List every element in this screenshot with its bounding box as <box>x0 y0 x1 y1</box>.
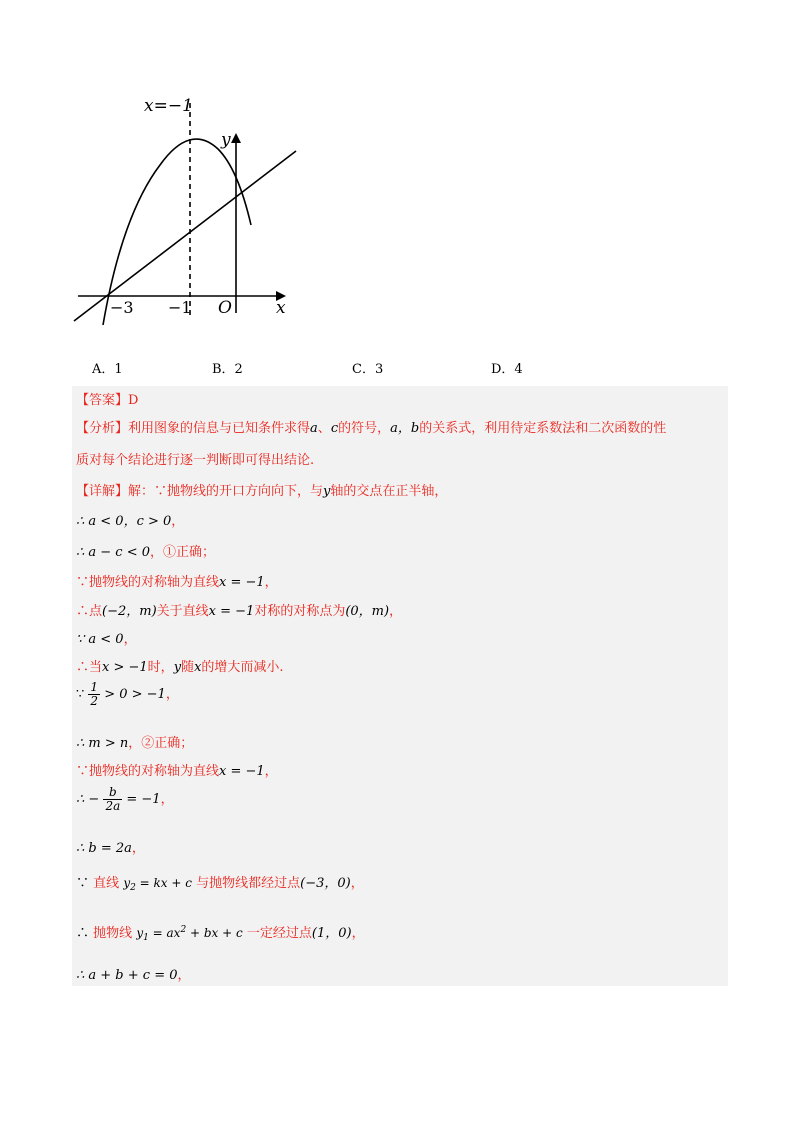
choice-c[interactable]: C．3 <box>352 362 384 377</box>
fraction-b-over-2a: $\frac{b}{2a}$ <box>105 785 121 813</box>
detail-line-11: ∴ − $\frac{b}{2a}$ = −1， <box>76 785 174 813</box>
detail-line-1: 【详解】解：∵抛物线的开口方向向下，与y轴的交点在正半轴， <box>76 484 448 499</box>
detail-line-12: ∴ b = 2a， <box>76 841 145 856</box>
y-axis-label: y <box>221 130 231 150</box>
analysis-tag: 【分析】 <box>76 421 129 436</box>
answer-choices <box>0 358 800 378</box>
detail-line-6: ∵ a < 0， <box>76 632 137 647</box>
answer-tag: 【答案】 <box>76 393 129 408</box>
detail-line-10: ∵抛物线的对称轴为直线x = −1， <box>76 764 278 779</box>
choice-a[interactable]: A．1 <box>92 362 123 377</box>
tick-label-minus3: −3 <box>110 298 134 317</box>
symmetry-axis-label: x=−1 <box>144 96 193 116</box>
detail-line-7: ∴当x > −1时，y随x的增大而减小. <box>76 660 284 675</box>
analysis-line-2: 质对每个结论进行逐一判断即可得出结论. <box>76 453 315 468</box>
detail-line-13: ∵ 直线 $y_2$ = kx + c 与抛物线都经过点(−3，0)， <box>76 876 364 893</box>
detail-line-3: ∴ a − c < 0，①正确； <box>76 545 216 560</box>
detail-line-4: ∵抛物线的对称轴为直线x = −1， <box>76 575 278 590</box>
detail-line-8: ∵ $\frac{1}{2}$ > 0 > −1， <box>76 680 179 708</box>
detail-line-9: ∴ m > n，②正确； <box>76 736 194 751</box>
function-graph <box>60 85 310 335</box>
answer-value: D <box>128 393 139 408</box>
analysis-line-1: 【分析】利用图象的信息与已知条件求得a、c的符号，a，b的关系式，利用待定系数法和二次函数的性 <box>76 421 667 436</box>
detail-line-2: ∴ a < 0，c > 0， <box>76 514 185 529</box>
choice-b[interactable]: B．2 <box>212 362 243 377</box>
detail-tag: 【详解】 <box>76 484 129 499</box>
x-axis-label: x <box>276 298 286 318</box>
choice-d[interactable]: D．4 <box>491 362 523 377</box>
tick-label-minus1: −1 <box>168 298 192 317</box>
fraction-one-half: $\frac{1}{2}$ <box>90 680 99 708</box>
detail-line-15: ∴ a + b + c = 0， <box>76 968 191 983</box>
answer-line <box>76 389 138 408</box>
detail-line-5: ∴点(−2，m)关于直线x = −1对称的对称点为(0，m)， <box>76 604 403 619</box>
solution-panel <box>72 386 728 986</box>
detail-line-14: ∴ 抛物线 $y_1 = ax^2$ + bx + c 一定经过点(1，0)， <box>76 925 365 943</box>
origin-label: O <box>218 298 232 318</box>
y-axis-arrow-icon <box>231 133 241 143</box>
